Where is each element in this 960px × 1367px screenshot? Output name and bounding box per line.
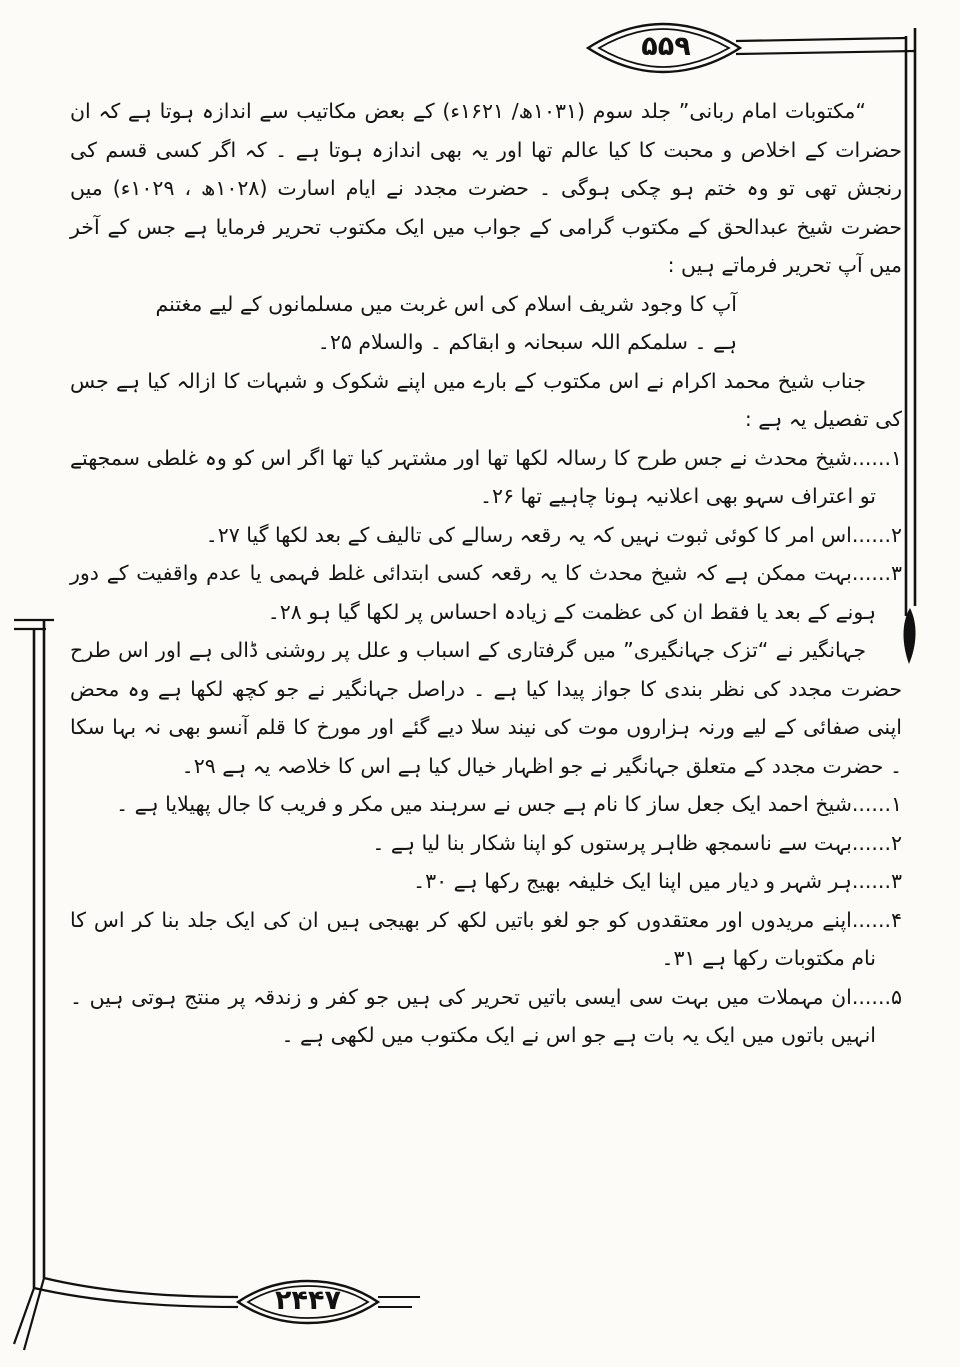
- list-item-maktub-1: ۱......شیخ محدث نے جس طرح کا رسالہ لکھا تھا اور مشتہر کیا تھا اگر اس کو وہ غلطی سمجھتے تو اعتراف سہو بھی اعلانیہ ہونا چاہیے تھا ۲۶۔: [70, 445, 902, 508]
- quote-line-2: ہے ۔ سلمکم اللہ سبحانہ و ابقاکم ۔ والسلام ۲۵۔: [317, 330, 737, 354]
- leaf-ornament-icon: [904, 608, 916, 664]
- list-item-jahangir-2: ۲......بہت سے ناسمجھ ظاہر پرستوں کو اپنا شکار بنا لیا ہے ۔: [372, 830, 902, 855]
- page-text: [70, 92, 902, 1055]
- paragraph-ikram: جناب شیخ محمد اکرام نے اس مکتوب کے بارے میں اپنے شکوک و شبہات کا ازالہ کیا ہے جس کی تفصیل یہ ہے :: [70, 368, 902, 431]
- list-item-maktub-2: ۲......اس امر کا کوئی ثبوت نہیں کہ یہ رقعہ رسالے کی تالیف کے بعد لکھا گیا ۲۷۔: [205, 522, 902, 547]
- list-item-jahangir-5: ۵......ان مہملات میں بہت سی ایسی باتیں تحریر کی ہیں جو کفر و زندقہ پر منتج ہوتی ہیں ۔ انہیں باتوں میں ایک یہ بات ہے جو اس نے ایک مکتوب میں لکھی ہے ۔: [70, 984, 902, 1047]
- list-item-jahangir-4: ۴......اپنے مریدوں اور معتقدوں کو جو لغو باتیں لکھ کر بھیجی ہیں ان کی ایک جلد بنا کر اس کا نام مکتوبات رکھا ہے ۳۱۔: [70, 907, 902, 970]
- list-item-jahangir-1: ۱......شیخ احمد ایک جعل ساز کا نام ہے جس نے سرہند میں مکر و فریب کا جال پھیلایا ہے ۔: [116, 792, 902, 816]
- paragraph-jahangir: جہانگیر نے “تزک جہانگیری” میں گرفتاری کے اسباب و علل پر روشنی ڈالی ہے اور اس طرح حضرت مجدد کی نظر بندی کا جواز پیدا کیا ہے ۔ دراصل جہانگیر نے جو کچھ لکھا ہے وہ محض اپنی صفائی کے لیے ورنہ ہزاروں موت کی نیند سلا دیے گئے اور مورخ کا قلم آنسو بھی نہ بہا سکا ۔ حضرت مجدد کے متعلق جہانگیر نے جو اظہار خیال کیا ہے اس کا خلاصہ یہ ہے ۲۹۔: [70, 638, 902, 778]
- quote-line-1: آپ کا وجود شریف اسلام کی اس غربت میں مسلمانوں کے لیے مغتنم: [155, 291, 737, 316]
- list-item-jahangir-3: ۳......ہر شہر و دیار میں اپنا ایک خلیفہ بھیج رکھا ہے ۳۰۔: [413, 869, 902, 893]
- top-page-number: ۵۵۹: [641, 31, 691, 62]
- list-item-maktub-3: ۳......بہت ممکن ہے کہ شیخ محدث کا یہ رقعہ کسی ابتدائی غلط فہمی یا عدم واقفیت کے دور ہونے کے بعد یا فقط ان کی عظمت کے زیادہ احساس پر لکھا گیا ہو ۲۸۔: [70, 561, 902, 624]
- bottom-page-number: ۲۴۴۷: [275, 1285, 341, 1316]
- paragraph-maktubat-intro: “مکتوبات امام ربانی” جلد سوم (۱۰۳۱ھ/ ۱۶۲۱ء) کے بعض مکاتیب سے اندازہ ہوتا ہے کہ ان حضرات کے اخلاص و محبت کا کیا عالم تھا اور یہ بھی اندازہ ہوتا ہے ۔ کہ اگر کسی قسم کی رنجش تھی تو وہ ختم ہو چکی ہوگی ۔ حضرت مجدد نے ایام اسارت (۱۰۲۸ھ ، ۱۰۲۹ء) میں حضرت شیخ عبدالحق کے مکتوب گرامی کے جواب میں ایک مکتوب تحریر فرمایا ہے جس کے آخر میں آپ تحریر فرماتے ہیں :: [70, 99, 902, 277]
